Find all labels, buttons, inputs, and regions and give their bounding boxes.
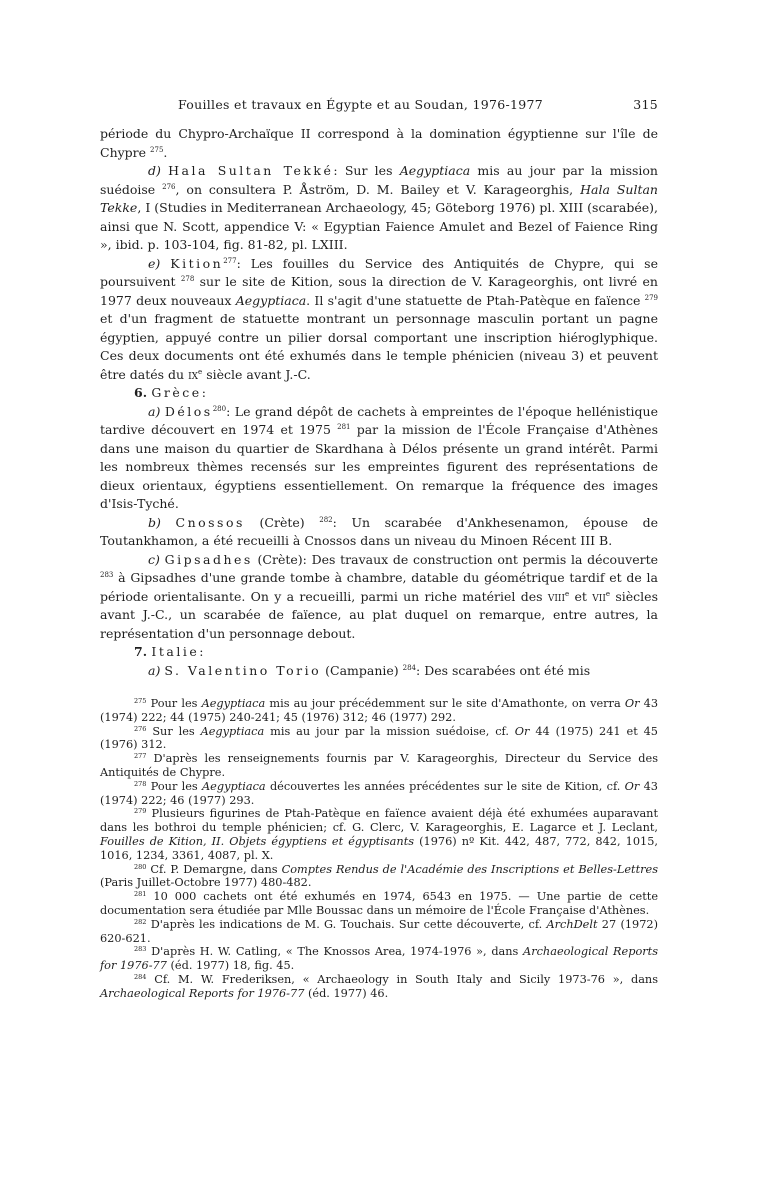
footnote (100, 780, 658, 808)
footnote-italic: Archaeological Reports for 1976-77 (100, 945, 659, 973)
footnote-text: 27 (1972) 620-621. (100, 917, 659, 945)
footnote-text: (éd. 1977) 46. (304, 986, 389, 1000)
footnote-number: 284 (134, 972, 147, 981)
paragraph-gipsadhes: c) Gipsadhes (Crète): Des travaux de construction ont permis la découverte $^{283}$ à Gipsadhes d'une grande tombe à chambre, datable du géométrique tardif et de la période orientalisante. On y a recueilli, parmi un riche matériel des viii$^e$ et vii$^e$ siècles avant J.-C., un scarabée de faïence, au plat duquel on remarque, entre autres, la représentation d'un personnage debout. (100, 551, 658, 641)
footnote-text: Plusieurs figurines de Ptah-Patèque en faïence avaient déjà été exhumées auparavant dans les bothroi du temple phénicien; cf. G. Clerc, V. Karageorghis, E. Lagarce et J. Leclant, (100, 807, 659, 835)
footnote-text: Pour les (150, 779, 203, 793)
page-number: 315 (633, 97, 658, 112)
footnote-text: 10 000 cachets ont été exhumés en 1974, 6543 en 1975. — Une partie de cette documentation sera étudiée par Mlle Boussac dans un mémoire de l'École Française d'Athènes. (100, 890, 658, 917)
footnote-text: Sur les (152, 724, 201, 738)
footnote-text: 43 (1974) 222; 46 (1977) 293. (100, 779, 658, 807)
paragraph-kition: e) Kition$^{277}$: Les fouilles du Service des Antiquités de Chypre, qui se poursuivent $^{278}$ sur le site de Kition, sous la direction de V. Karageorghis, ont livré en 1977 deux nouveaux Aegyptiaca. Il s'agit d'une statuette de Ptah-Patèque en faïence $^{279}$ et d'un fragment de statuette montrant un personnage masculin portant un pagne égyptien, appuyé contre un pilier dorsal comportant une inscription hiéroglyphique. Ces deux documents ont été exhumés dans le temple phénicien (niveau 3) et peuvent être datés du $ix^e$ siècle avant J.-C. (100, 255, 658, 382)
footnote-ref[interactable]: 281 (337, 423, 351, 431)
footnote-ref[interactable]: 284 (402, 663, 417, 672)
footnote-text: (éd. 1977) 18, fig. 45. (166, 959, 295, 973)
footnote-text: (Paris Juillet-Octobre 1977) 480-482. (100, 876, 312, 890)
footnote-ref[interactable]: 280 (212, 404, 227, 413)
footnote-ref[interactable]: 276 (162, 182, 176, 191)
footnote-text: D'après H. W. Catling, « The Knossos Area, 1974-1976 », dans (151, 945, 524, 959)
running-head (178, 97, 658, 117)
footnote-text: Pour les (150, 697, 202, 710)
footnote-text: D'après les renseignements fournis par V. Karageorghis, Directeur du Service des Antiquités de Chypre. (100, 752, 659, 779)
paragraph-delos: a) Délos$^{280}$: Le grand dépôt de cachets à empreintes de l'époque hellénistique tardive découvert en 1974 et 1975 $^{281}$ par la mission de l'École Française d'Athènes dans une maison du quartier de Skardhana à Délos présente un grand intérêt. Parmi les nombreux thèmes recensés sur les empreintes figurent des représentations de dieux orientaux, égyptiens essentiellement. On remarque la fréquence des images d'Isis-Tyché. (100, 403, 658, 511)
footnote-text: mis au jour par la mission suédoise, cf. (264, 724, 515, 738)
footnote-italic: Aegyptiaca (201, 697, 266, 710)
footnote (100, 890, 658, 918)
footnote-number: 279 (134, 807, 147, 816)
main-text (100, 125, 658, 680)
footnote-ref[interactable]: 279 (644, 293, 658, 302)
site-name-valentino: S. Valentino Torio (164, 662, 322, 678)
footnotes (100, 697, 658, 1001)
footnote-number: 275 (134, 697, 147, 705)
footnote (100, 973, 658, 1001)
footnote (100, 752, 658, 780)
paragraph-chypre: période du Chypro-Archaïque II correspond à la domination égyptienne sur l'île de Chypre $^{275}$. (100, 126, 658, 160)
footnote (100, 697, 658, 725)
site-name-gipsadhes: Gipsadhes (164, 551, 253, 567)
footnote-italic: Or (624, 779, 640, 793)
paragraph-hala-sultan-tekke: d) Hala Sultan Tekké: Sur les Aegyptiaca mis au jour par la mission suédoise $^{276}$, on consultera P. Åström, D. M. Bailey et V. Karageorghis, Hala Sultan Tekke, I (Studies in Mediterranean Archaeology, 45; Göteborg 1976) pl. XIII (scarabée), ainsi que N. Scott, appendice V: « Egyptian Faience Amulet and Bezel of Faience Ring », ibid. p. 103-104, fig. 81-82, pl. LXIII. (100, 163, 658, 252)
footnote-text: mis au jour précédemment sur le site d'Amathonte, on verra (265, 697, 625, 710)
footnote-number: 278 (134, 779, 147, 788)
footnote-text: Cf. M. W. Frederiksen, « Archaeology in South Italy and Sicily 1973-76 », dans (154, 972, 659, 986)
footnote-italic: Fouilles de Kition, II. Objets égyptiens et égyptisants (100, 834, 415, 848)
paragraph-valentino-torio: a) S. Valentino Torio (Campanie) $^{284}$: Des scarabées ont été mis (148, 662, 591, 678)
footnote-text: découvertes les années précédentes sur le site de Kition, cf. (265, 779, 625, 793)
footnote-number: 280 (134, 862, 147, 871)
site-name-delos: Délos (164, 403, 213, 419)
footnote-number: 277 (134, 752, 147, 761)
site-name-hala: Hala Sultan Tekké (168, 163, 334, 178)
footnote-number: 276 (134, 724, 147, 733)
footnote-italic: ArchDelt (546, 917, 598, 931)
footnote (100, 807, 658, 862)
footnote-italic: Aegyptiaca (202, 779, 266, 793)
running-title: Fouilles et travaux en Égypte et au Soudan, 1976-1977 (178, 97, 543, 112)
section-heading-italie: 7. Italie: (134, 644, 206, 659)
site-name-kition: Kition (170, 255, 224, 271)
footnote (100, 863, 658, 891)
footnote-number: 282 (134, 917, 147, 926)
footnote-italic: Or (514, 724, 530, 738)
footnote-number: 281 (134, 890, 147, 899)
footnote-italic: Comptes Rendus de l'Académie des Inscriptions et Belles-Lettres (281, 862, 659, 876)
footnote-text: 43 (1974) 222; 44 (1975) 240-241; 45 (1976) 312; 46 (1977) 292. (100, 697, 659, 724)
paragraph-cnossos: b) Cnossos (Crète) $^{282}$: Un scarabée d'Ankhesenamon, épouse de Toutankhamon, a été recueilli à Cnossos dans un niveau du Minoen Récent III B. (100, 514, 658, 548)
footnote-text: 44 (1975) 241 et 45 (1976) 312. (100, 724, 658, 752)
footnote-italic: Aegyptiaca (200, 724, 265, 738)
footnote-number: 283 (134, 945, 147, 954)
footnote-text: D'après les indications de M. G. Touchais. Sur cette découverte, cf. (150, 917, 547, 931)
footnote-ref[interactable]: 283 (100, 571, 114, 579)
footnote-text: Cf. P. Demargne, dans (150, 862, 282, 876)
footnote-ref[interactable]: 282 (319, 515, 333, 524)
footnote-text: (1976) nº Kit. 442, 487, 772, 842, 1015, 1016, 1234, 3361, 4087, pl. X. (100, 834, 658, 862)
site-name-cnossos: Cnossos (175, 514, 245, 530)
footnote-italic: Archaeological Reports for 1976-77 (100, 986, 305, 1000)
footnote-italic: Or (624, 697, 640, 710)
footnote (100, 918, 658, 946)
footnote-ref[interactable]: 278 (180, 275, 195, 283)
footnote-ref[interactable]: 277 (223, 256, 237, 265)
footnote (100, 945, 658, 973)
footnote-ref[interactable]: 275 (150, 145, 164, 154)
section-heading-grece: 6. Grèce: (134, 385, 209, 400)
footnote (100, 725, 658, 753)
